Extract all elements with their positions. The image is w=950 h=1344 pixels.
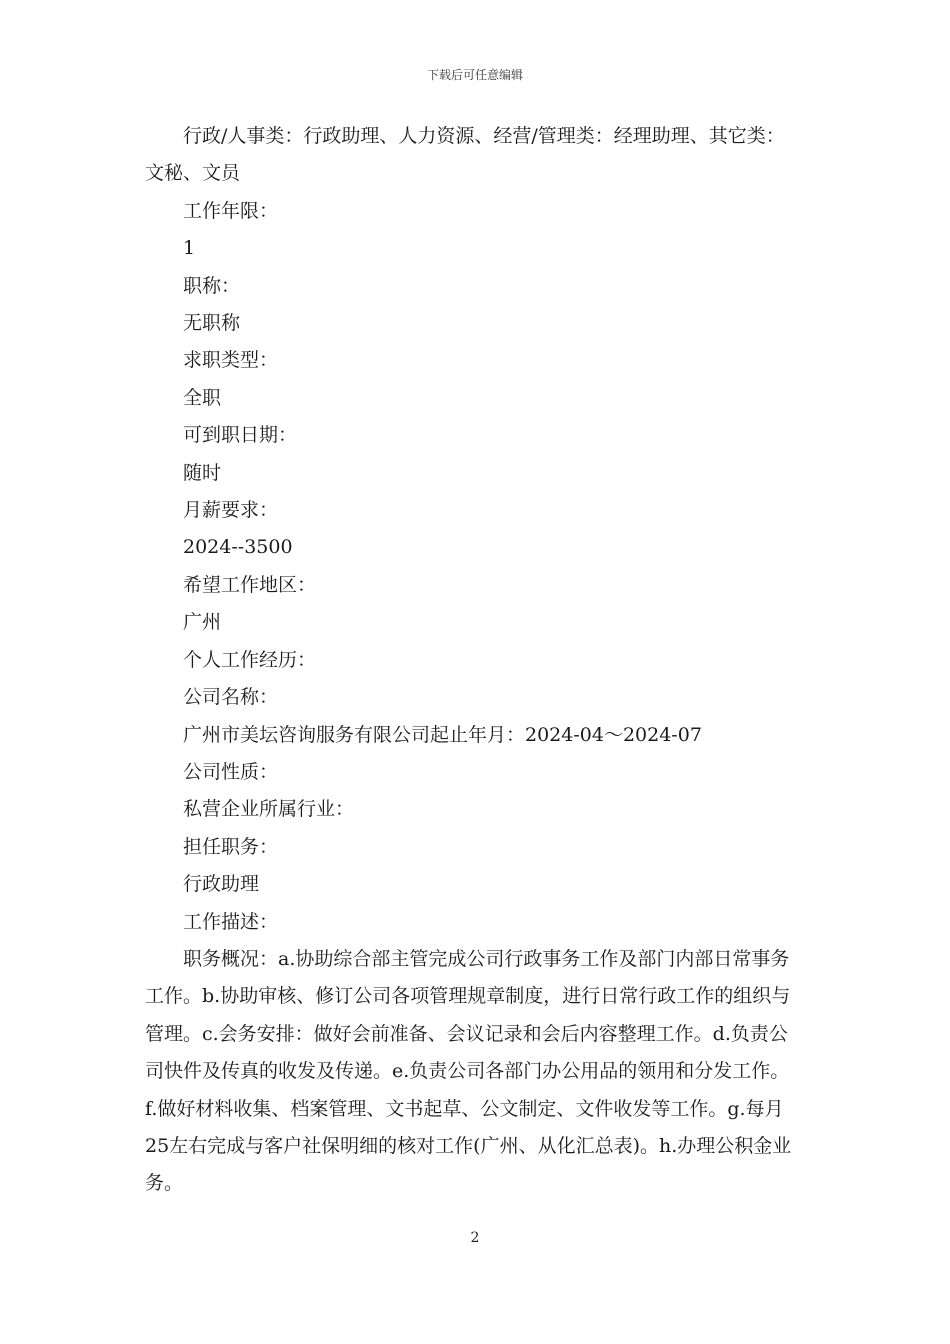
nature-label: 公司性质： — [183, 760, 279, 783]
intro-line-2: 文秘、文员 — [145, 162, 241, 185]
field-value-salary: 2024--3500 — [183, 536, 293, 559]
page-number: 2 — [470, 1230, 480, 1246]
field-label-title: 职称： — [183, 274, 241, 297]
field-value-start-date: 随时 — [183, 461, 222, 484]
field-value-work-years: 1 — [183, 237, 196, 260]
description-line: 工作。b.协助审核、修订公司各项管理规章制度，进行日常行政工作的组织与 — [145, 985, 791, 1008]
field-label-job-type: 求职类型： — [183, 349, 279, 372]
intro-line-1: 行政/人事类：行政助理、人力资源、经营/管理类：经理助理、其它类： — [183, 125, 785, 147]
description-line: 司快件及传真的收发及传递。e.负责公司各部门办公用品的领用和分发工作。 — [145, 1060, 790, 1083]
field-label-start-date: 可到职日期： — [183, 424, 298, 447]
field-label-salary: 月薪要求： — [183, 499, 279, 522]
field-value-title: 无职称 — [183, 312, 241, 335]
position-value: 行政助理 — [183, 873, 260, 896]
field-value-job-type: 全职 — [183, 386, 222, 409]
field-label-work-years: 工作年限： — [183, 199, 279, 222]
field-value-location: 广州 — [183, 611, 222, 634]
field-label-location: 希望工作地区： — [183, 573, 317, 596]
description-line: 务。 — [145, 1172, 184, 1195]
company-value: 广州市美坛咨询服务有限公司起止年月：2024-04～2024-07 — [183, 723, 702, 746]
description-line: 职务概况：a.协助综合部主管完成公司行政事务工作及部门内部日常事务 — [183, 947, 790, 970]
document-body — [145, 118, 825, 1203]
description-line: 管理。c.会务安排：做好会前准备、会议记录和会后内容整理工作。d.负责公 — [145, 1022, 788, 1045]
nature-value: 私营企业所属行业： — [183, 798, 355, 821]
position-label: 担任职务： — [183, 835, 279, 858]
description-line: f.做好材料收集、档案管理、文书起草、公文制定、文件收发等工作。g.每月 — [145, 1097, 784, 1120]
description-label: 工作描述： — [183, 910, 279, 933]
company-label: 公司名称： — [183, 686, 279, 709]
description-line: 25左右完成与客户社保明细的核对工作(广州、从化汇总表)。h.办理公积金业 — [145, 1134, 792, 1157]
experience-heading: 个人工作经历： — [183, 648, 317, 671]
page-header: 下载后可任意编辑 — [426, 68, 523, 82]
